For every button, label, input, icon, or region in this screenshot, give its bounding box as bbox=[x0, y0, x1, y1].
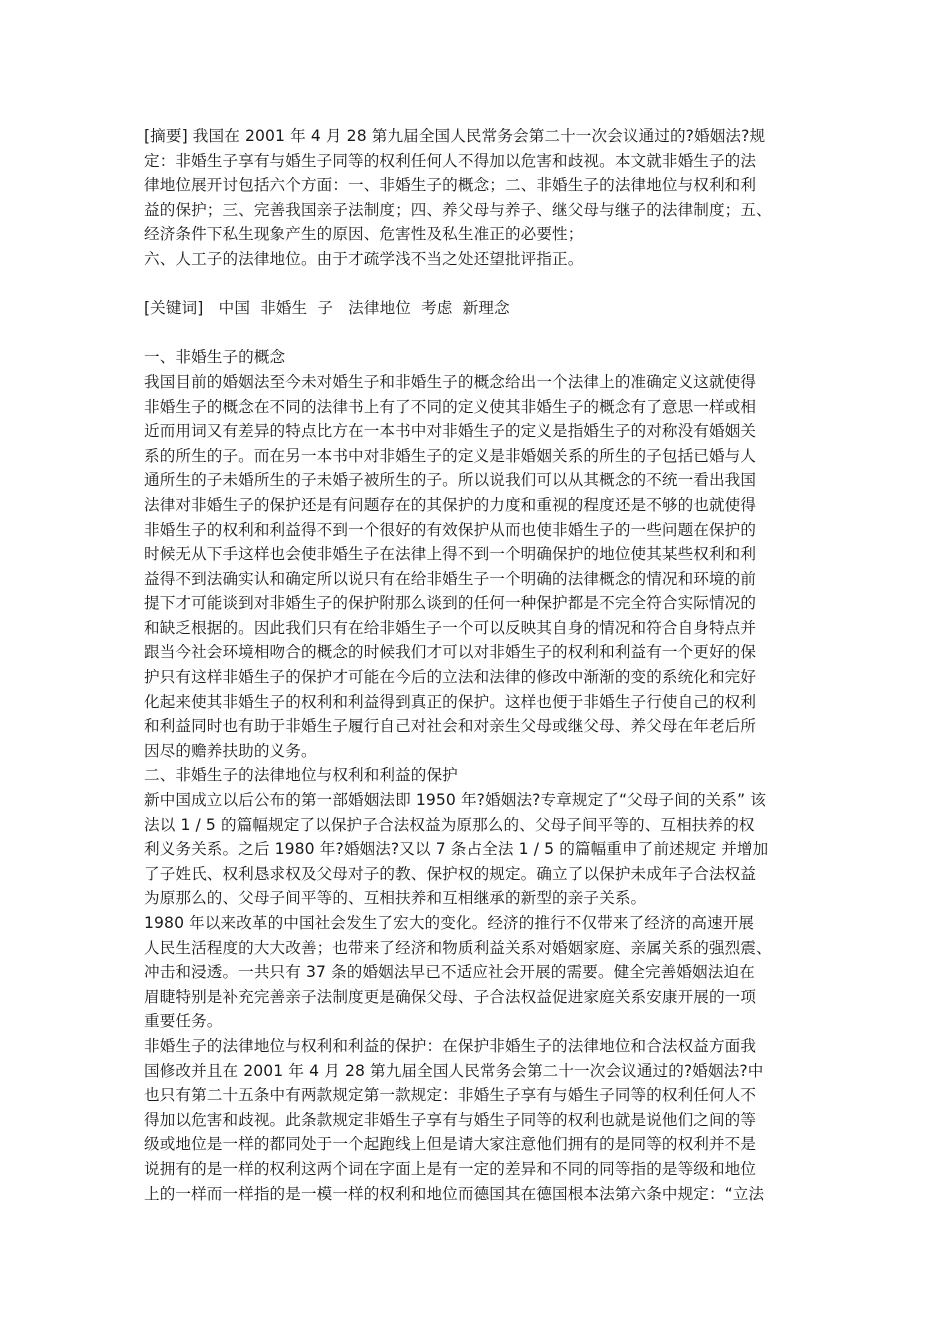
abstract-line: 律地位展开讨包括六个方面：一、非婚生子的概念；二、非婚生子的法律地位与权利和利 bbox=[144, 176, 757, 195]
body-line: 系的所生的子。而在另一本书中对非婚生子的定义是非婚姻关系的所生的子包括已婚与人 bbox=[144, 446, 757, 465]
body-line: 因尽的赡养扶助的义务。 bbox=[144, 741, 317, 760]
body-line: 也只有第二十五条中有两款规定第一款规定：非婚生子享有与婚生子同等的权利任何人不 bbox=[144, 1086, 757, 1105]
body-line: 国修改并且在 2001 年 4 月 28 第九届全国人民常务会第二十一次会议通过的?婚姻法?中 bbox=[144, 1061, 764, 1080]
body-line: 眉睫特别是补充完善亲子法制度更是确保父母、子合法权益促进家庭关系安康开展的一项 bbox=[144, 987, 757, 1006]
body-line: 级或地位是一样的都同处于一个起跑线上但是请大家注意他们拥有的是同等的权利并不是 bbox=[144, 1135, 757, 1154]
body-line: 和缺乏根据的。因此我们只有在给非婚生子一个可以反映其自身的情况和符合自身特点并 bbox=[144, 618, 757, 637]
paragraph-spacer bbox=[144, 272, 810, 297]
body-line: 得加以危害和歧视。此条款规定非婚生子享有与婚生子同等的权利也就是说他们之间的等 bbox=[144, 1110, 757, 1129]
section-heading: 二、非婚生子的法律地位与权利和利益的保护 bbox=[144, 766, 458, 785]
body-line: 近而用词又有差异的特点比方在一本书中对非婚生子的定义是指婚生子的对称没有婚姻关 bbox=[144, 422, 757, 441]
abstract-line: 定：非婚生子享有与婚生子同等的权利任何人不得加以危害和歧视。本文就非婚生子的法 bbox=[144, 151, 757, 170]
body-line: 跟当今社会环境相吻合的概念的时候我们才可以对非婚生子的权利和利益有一个更好的保 bbox=[144, 643, 757, 662]
body-line: 了子姓氏、权利恳求权及父母对子的教、保护权的规定。确立了以保护未成年子合法权益 bbox=[144, 864, 757, 883]
abstract-line: 经济条件下私生现象产生的原因、危害性及私生准正的必要性； bbox=[144, 225, 584, 244]
body-line: 时候无从下手这样也会使非婚生子在法律上得不到一个明确保护的地位使其某些权利和利 bbox=[144, 545, 757, 564]
body-line: 重要任务。 bbox=[144, 1012, 223, 1031]
document-body bbox=[144, 124, 810, 1206]
body-line: 化起来使其非婚生子的权利和利益得到真正的保护。这样也便于非婚生子行使自己的权利 bbox=[144, 692, 757, 711]
body-line: 人民生活程度的大大改善；也带来了经济和物质利益关系对婚姻家庭、亲属关系的强烈震、 bbox=[144, 938, 772, 957]
body-line: 护只有这样非婚生子的保护才可能在今后的立法和法律的修改中渐渐的变的系统化和完好 bbox=[144, 668, 757, 687]
section-heading: 一、非婚生子的概念 bbox=[144, 348, 286, 367]
body-line: 为原那么的、父母子间平等的、互相扶养和互相继承的新型的亲子关系。 bbox=[144, 889, 647, 908]
body-line: 上的一样而一样指的是一模一样的权利和地位而德国其在德国根本法第六条中规定：“立法 bbox=[144, 1184, 765, 1203]
body-line: 益得不到法确实认和确定所以说只有在给非婚生子一个明确的法律概念的情况和环境的前 bbox=[144, 569, 757, 588]
body-line: 非婚生子的权利和利益得不到一个很好的有效保护从而也使非婚生子的一些问题在保护的 bbox=[144, 520, 757, 539]
body-line: 法律对非婚生子的保护还是有问题存在的其保护的力度和重视的程度还是不够的也就使得 bbox=[144, 495, 757, 514]
body-line: 我国目前的婚姻法至今未对婚生子和非婚生子的概念给出一个法律上的准确定义这就使得 bbox=[144, 372, 757, 391]
body-line: 1980 年以来改革的中国社会发生了宏大的变化。经济的推行不仅带来了经济的高速开展 bbox=[144, 914, 755, 932]
abstract-line: 益的保护；三、完善我国亲子法制度；四、养父母与养子、继父母与继子的法律制度；五、 bbox=[144, 200, 772, 219]
body-line: 新中国成立以后公布的第一部婚姻法即 1950 年?婚姻法?专章规定了“父母子间的关系” 该 bbox=[144, 791, 766, 810]
body-line: 冲击和浸透。一共只有 37 条的婚姻法早已不适应社会开展的需要。健全完善婚姻法迫在 bbox=[144, 963, 755, 982]
section-legal-status bbox=[144, 763, 810, 1206]
abstract-paragraph bbox=[144, 124, 810, 272]
body-line: 提下才可能谈到对非婚生子的保护附那么谈到的任何一种保护都是不完全符合实际情况的 bbox=[144, 594, 757, 613]
body-line: 法以 1 / 5 的篇幅规定了以保护子合法权益为原那么的、父母子间平等的、互相扶养的权 bbox=[144, 815, 755, 834]
paragraph-spacer bbox=[144, 321, 810, 346]
body-line: 说拥有的是一样的权利这两个词在字面上是有一定的差异和不同的同等指的是等级和地位 bbox=[144, 1159, 757, 1178]
body-line: 非婚生子的法律地位与权利和利益的保护：在保护非婚生子的法律地位和合法权益方面我 bbox=[144, 1036, 757, 1055]
section-concept bbox=[144, 345, 810, 763]
keywords-line: [关键词] 中国 非婚生 子 法律地位 考虑 新理念 bbox=[144, 299, 510, 318]
abstract-line: 六、人工子的法律地位。由于才疏学浅不当之处还望批评指正。 bbox=[144, 249, 584, 268]
body-line: 利义务关系。之后 1980 年?婚姻法?又以 7 条占全法 1 / 5 的篇幅重申了前述规定 并增加 bbox=[144, 840, 769, 859]
body-line: 非婚生子的概念在不同的法律书上有了不同的定义使其非婚生子的概念有了意思一样或相 bbox=[144, 397, 757, 416]
abstract-line: [摘要] 我国在 2001 年 4 月 28 第九届全国人民常务会第二十一次会议通过的?婚姻法?规 bbox=[144, 127, 766, 145]
body-line: 和利益同时也有助于非婚生子履行自己对社会和对亲生父母或继父母、养父母在年老后所 bbox=[144, 717, 757, 736]
body-line: 通所生的子未婚所生的子未婚子被所生的子。所以说我们可以从其概念的不统一看出我国 bbox=[144, 471, 757, 490]
